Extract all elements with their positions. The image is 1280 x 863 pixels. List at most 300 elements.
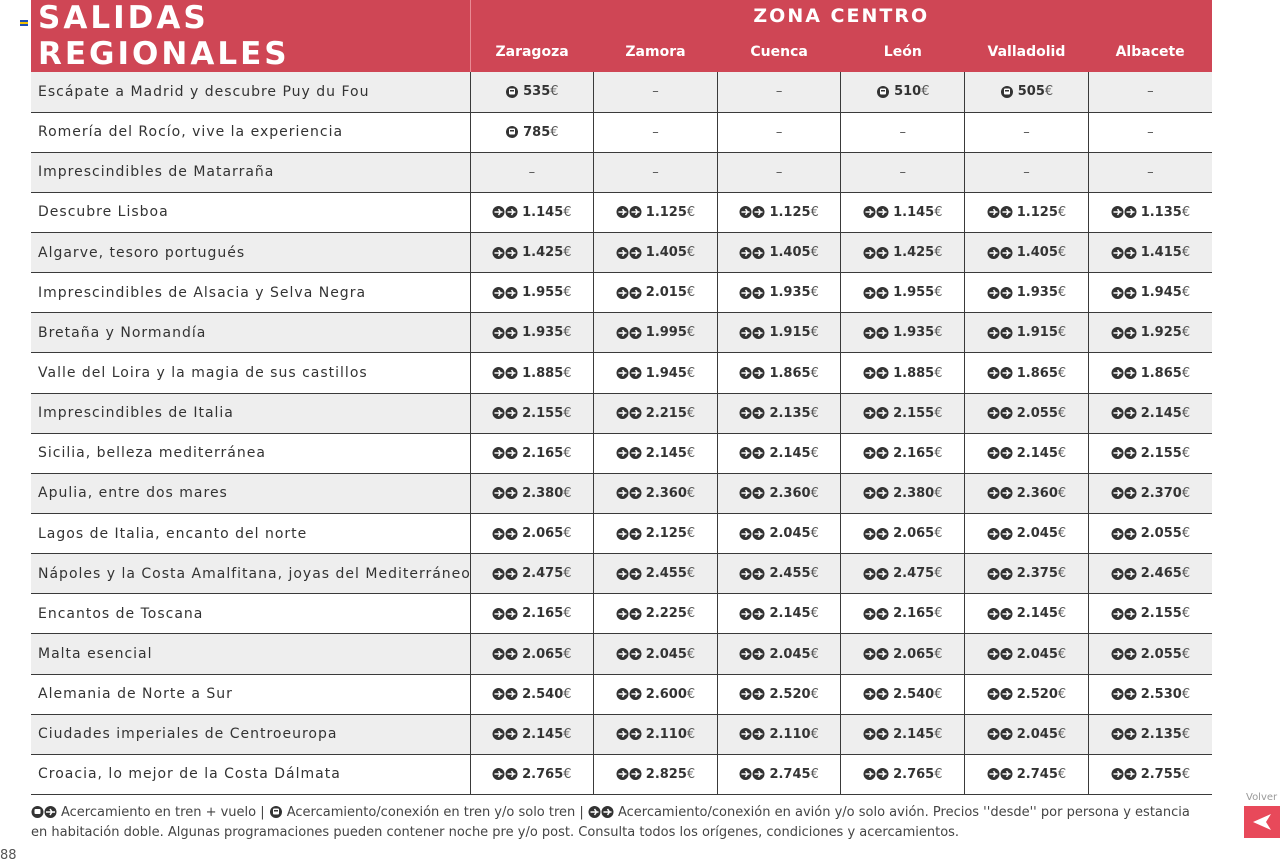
price-cell xyxy=(717,233,841,273)
plane-icon xyxy=(616,366,642,380)
plane-icon xyxy=(616,246,642,260)
train-plane-icon xyxy=(31,805,57,824)
currency-symbol: € xyxy=(563,766,572,782)
price-cell xyxy=(965,112,1089,152)
plane-icon xyxy=(616,446,642,460)
price-cell xyxy=(1088,594,1212,634)
volver-button[interactable] xyxy=(1244,806,1280,838)
price-cell xyxy=(594,112,718,152)
price-cell xyxy=(594,433,718,473)
price-cell xyxy=(965,634,1089,674)
plane-icon xyxy=(863,567,889,581)
plane-icon xyxy=(863,486,889,500)
plane-icon xyxy=(492,687,518,701)
plane-icon xyxy=(492,527,518,541)
plane-icon xyxy=(1111,647,1137,661)
volver-label: Volver xyxy=(1246,792,1278,803)
price-cell xyxy=(841,152,965,192)
price-value: 1.935 xyxy=(769,285,811,301)
currency-symbol: € xyxy=(1181,445,1191,461)
price-value: 1.865 xyxy=(769,365,811,381)
price-value: 2.045 xyxy=(645,646,687,662)
currency-symbol: € xyxy=(563,566,572,582)
price-value: 2.055 xyxy=(1140,526,1182,542)
price-cell xyxy=(1088,192,1212,232)
price-value: 2.165 xyxy=(893,445,935,461)
currency-symbol: € xyxy=(563,445,572,461)
plane-icon xyxy=(492,446,518,460)
price-cell xyxy=(1088,273,1212,313)
currency-symbol: € xyxy=(686,566,696,582)
trip-name: Encantos de Toscana xyxy=(31,594,470,634)
price-value: 1.405 xyxy=(645,245,687,261)
price-value: 2.065 xyxy=(893,646,935,662)
price-cell xyxy=(717,754,841,794)
price-cell xyxy=(717,152,841,192)
price-value: 1.935 xyxy=(893,325,935,341)
price-cell xyxy=(717,433,841,473)
plane-icon xyxy=(616,205,642,219)
price-value: 2.745 xyxy=(769,766,811,782)
plane-icon xyxy=(987,687,1013,701)
price-cell xyxy=(470,754,594,794)
price-cell xyxy=(470,112,594,152)
price-cell xyxy=(841,313,965,353)
plane-icon xyxy=(1111,286,1137,300)
currency-symbol: € xyxy=(563,686,572,702)
price-table xyxy=(31,0,1212,795)
no-price-dash: – xyxy=(528,164,536,180)
plane-icon xyxy=(1111,366,1137,380)
table-row xyxy=(31,433,1212,473)
price-cell xyxy=(1088,473,1212,513)
price-cell xyxy=(594,72,718,112)
price-value: 535 xyxy=(523,84,551,100)
price-cell xyxy=(1088,554,1212,594)
price-value: 2.380 xyxy=(893,485,935,501)
currency-symbol: € xyxy=(1181,566,1191,582)
price-cell xyxy=(1088,313,1212,353)
price-cell xyxy=(841,634,965,674)
price-value: 2.600 xyxy=(645,686,687,702)
plane-icon xyxy=(492,607,518,621)
price-cell xyxy=(965,554,1089,594)
currency-symbol: € xyxy=(1181,365,1191,381)
plane-icon xyxy=(739,205,765,219)
table-row xyxy=(31,594,1212,634)
train-icon xyxy=(505,85,519,99)
price-value: 2.045 xyxy=(1016,646,1058,662)
currency-symbol: € xyxy=(563,365,572,381)
currency-symbol: € xyxy=(934,566,943,582)
no-price-dash: – xyxy=(775,164,783,180)
plane-icon xyxy=(1111,246,1137,260)
price-value: 1.885 xyxy=(893,365,935,381)
plane-icon xyxy=(863,286,889,300)
train-icon xyxy=(1000,85,1014,99)
price-value: 1.945 xyxy=(1140,285,1182,301)
currency-symbol: € xyxy=(1057,606,1067,622)
currency-symbol: € xyxy=(563,485,572,501)
price-cell xyxy=(470,152,594,192)
currency-symbol: € xyxy=(1057,285,1067,301)
price-cell xyxy=(965,754,1089,794)
currency-symbol: € xyxy=(934,726,943,742)
plane-icon xyxy=(1111,727,1137,741)
price-value: 2.135 xyxy=(1140,726,1182,742)
price-value: 2.465 xyxy=(1140,566,1182,582)
price-value: 1.915 xyxy=(769,325,811,341)
plane-icon xyxy=(863,727,889,741)
currency-symbol: € xyxy=(810,726,819,742)
currency-symbol: € xyxy=(1057,445,1067,461)
price-value: 2.765 xyxy=(893,766,935,782)
table-row xyxy=(31,353,1212,393)
plane-icon xyxy=(863,446,889,460)
plane-icon xyxy=(1111,406,1137,420)
plane-icon xyxy=(1111,326,1137,340)
price-cell xyxy=(594,674,718,714)
no-price-dash: – xyxy=(899,164,907,180)
currency-symbol: € xyxy=(1044,84,1054,100)
city-header: Cuenca xyxy=(717,33,841,72)
currency-symbol: € xyxy=(921,84,930,100)
price-value: 1.865 xyxy=(1016,365,1058,381)
currency-symbol: € xyxy=(810,646,819,662)
price-cell xyxy=(841,112,965,152)
price-value: 2.145 xyxy=(645,445,687,461)
plane-icon xyxy=(739,767,765,781)
table-row xyxy=(31,112,1212,152)
city-header: Zamora xyxy=(594,33,718,72)
price-cell xyxy=(717,112,841,152)
plane-icon xyxy=(987,647,1013,661)
currency-symbol: € xyxy=(810,526,819,542)
price-value: 2.145 xyxy=(893,726,935,742)
price-cell xyxy=(717,594,841,634)
table-row xyxy=(31,192,1212,232)
table-row xyxy=(31,313,1212,353)
currency-symbol: € xyxy=(934,285,943,301)
price-cell xyxy=(841,594,965,634)
currency-symbol: € xyxy=(686,285,696,301)
plane-icon xyxy=(492,486,518,500)
train-icon xyxy=(269,805,283,824)
plane-icon xyxy=(987,567,1013,581)
price-value: 1.995 xyxy=(645,325,687,341)
currency-symbol: € xyxy=(934,766,943,782)
price-value: 2.145 xyxy=(1140,405,1182,421)
price-cell xyxy=(965,514,1089,554)
price-cell xyxy=(470,514,594,554)
price-cell xyxy=(1088,714,1212,754)
plane-icon xyxy=(739,527,765,541)
price-cell xyxy=(1088,754,1212,794)
currency-symbol: € xyxy=(1181,245,1191,261)
price-value: 2.065 xyxy=(893,526,935,542)
currency-symbol: € xyxy=(934,445,943,461)
plane-icon xyxy=(616,647,642,661)
price-value: 2.475 xyxy=(893,566,935,582)
price-cell xyxy=(594,273,718,313)
no-price-dash: – xyxy=(1023,124,1030,140)
price-value: 1.955 xyxy=(522,285,564,301)
trip-name: Croacia, lo mejor de la Costa Dálmata xyxy=(31,754,470,794)
plane-icon xyxy=(616,286,642,300)
price-cell xyxy=(1088,112,1212,152)
price-cell xyxy=(1088,353,1212,393)
plane-icon xyxy=(588,805,614,824)
price-cell xyxy=(841,514,965,554)
table-row xyxy=(31,554,1212,594)
currency-symbol: € xyxy=(934,606,943,622)
plane-icon xyxy=(987,205,1013,219)
price-cell xyxy=(594,514,718,554)
price-cell xyxy=(594,634,718,674)
price-value: 1.885 xyxy=(522,365,564,381)
price-cell xyxy=(1088,233,1212,273)
currency-symbol: € xyxy=(686,646,696,662)
no-price-dash: – xyxy=(652,84,659,100)
price-cell xyxy=(841,393,965,433)
trip-name: Nápoles y la Costa Amalfitana, joyas del Mediterráneo xyxy=(31,554,470,594)
currency-symbol: € xyxy=(550,124,559,140)
currency-symbol: € xyxy=(810,445,819,461)
price-cell xyxy=(841,72,965,112)
plane-icon xyxy=(1111,567,1137,581)
price-cell xyxy=(470,72,594,112)
price-cell xyxy=(841,353,965,393)
price-value: 2.360 xyxy=(645,485,687,501)
price-value: 2.825 xyxy=(645,766,687,782)
price-value: 1.935 xyxy=(522,325,564,341)
price-cell xyxy=(717,273,841,313)
plane-icon xyxy=(739,406,765,420)
plane-icon xyxy=(739,567,765,581)
plane-icon xyxy=(739,647,765,661)
currency-symbol: € xyxy=(686,766,696,782)
currency-symbol: € xyxy=(1181,606,1191,622)
zone-header: ZONA CENTRO xyxy=(470,0,1212,33)
plane-icon xyxy=(492,286,518,300)
price-value: 1.125 xyxy=(645,204,687,220)
currency-symbol: € xyxy=(686,245,696,261)
plane-icon xyxy=(492,567,518,581)
price-cell xyxy=(470,473,594,513)
trip-name: Lagos de Italia, encanto del norte xyxy=(31,514,470,554)
price-value: 2.065 xyxy=(522,646,564,662)
plane-icon xyxy=(739,326,765,340)
price-cell xyxy=(841,674,965,714)
price-cell xyxy=(1088,433,1212,473)
plane-icon xyxy=(863,607,889,621)
price-value: 1.945 xyxy=(645,365,687,381)
price-value: 2.155 xyxy=(522,405,564,421)
price-cell xyxy=(965,594,1089,634)
currency-symbol: € xyxy=(934,204,943,220)
price-value: 2.475 xyxy=(522,566,564,582)
plane-icon xyxy=(616,687,642,701)
currency-symbol: € xyxy=(563,526,572,542)
plane-icon xyxy=(739,607,765,621)
table-row xyxy=(31,273,1212,313)
currency-symbol: € xyxy=(934,485,943,501)
currency-symbol: € xyxy=(1181,726,1191,742)
price-value: 2.520 xyxy=(1016,686,1058,702)
price-value: 2.540 xyxy=(522,686,564,702)
currency-symbol: € xyxy=(934,365,943,381)
price-cell xyxy=(470,233,594,273)
price-value: 1.865 xyxy=(1140,365,1182,381)
arrow-left-icon xyxy=(1252,813,1272,831)
currency-symbol: € xyxy=(1181,204,1191,220)
plane-icon xyxy=(987,326,1013,340)
price-cell xyxy=(470,192,594,232)
price-value: 1.915 xyxy=(1016,325,1058,341)
price-cell xyxy=(717,473,841,513)
price-value: 2.165 xyxy=(522,606,564,622)
price-cell xyxy=(594,313,718,353)
city-header: Albacete xyxy=(1088,33,1212,72)
currency-symbol: € xyxy=(810,766,819,782)
price-value: 1.145 xyxy=(893,204,935,220)
price-cell xyxy=(717,714,841,754)
currency-symbol: € xyxy=(1181,646,1191,662)
price-cell xyxy=(594,754,718,794)
page-title: SALIDAS REGIONALES xyxy=(31,0,470,72)
currency-symbol: € xyxy=(1181,485,1191,501)
price-value: 1.425 xyxy=(893,245,935,261)
trip-name: Descubre Lisboa xyxy=(31,192,470,232)
currency-symbol: € xyxy=(810,566,819,582)
trip-name: Apulia, entre dos mares xyxy=(31,473,470,513)
no-price-dash: – xyxy=(652,124,659,140)
price-cell xyxy=(470,674,594,714)
plane-icon xyxy=(492,727,518,741)
plane-icon xyxy=(1111,527,1137,541)
plane-icon xyxy=(739,486,765,500)
price-cell xyxy=(841,473,965,513)
plane-icon xyxy=(987,767,1013,781)
plane-icon xyxy=(492,647,518,661)
currency-symbol: € xyxy=(1181,405,1191,421)
price-value: 785 xyxy=(523,124,551,140)
price-cell xyxy=(965,674,1089,714)
table-row xyxy=(31,473,1212,513)
price-value: 2.360 xyxy=(1016,485,1058,501)
price-cell xyxy=(717,514,841,554)
currency-symbol: € xyxy=(1181,686,1191,702)
currency-symbol: € xyxy=(563,726,572,742)
price-cell xyxy=(717,634,841,674)
price-value: 1.955 xyxy=(893,285,935,301)
price-value: 2.215 xyxy=(645,405,687,421)
page-number: 88 xyxy=(0,848,17,863)
price-value: 2.540 xyxy=(893,686,935,702)
no-price-dash: – xyxy=(652,164,659,180)
currency-symbol: € xyxy=(686,365,696,381)
plane-icon xyxy=(987,727,1013,741)
price-cell xyxy=(470,433,594,473)
plane-icon xyxy=(863,647,889,661)
currency-symbol: € xyxy=(1057,646,1067,662)
price-cell xyxy=(1088,514,1212,554)
plane-icon xyxy=(739,687,765,701)
plane-icon xyxy=(492,767,518,781)
trip-name: Imprescindibles de Italia xyxy=(31,393,470,433)
price-value: 2.165 xyxy=(522,445,564,461)
flag-icon xyxy=(20,20,28,26)
price-value: 2.145 xyxy=(1016,445,1058,461)
price-cell xyxy=(1088,634,1212,674)
plane-icon xyxy=(616,326,642,340)
price-cell xyxy=(717,313,841,353)
trip-name: Ciudades imperiales de Centroeuropa xyxy=(31,714,470,754)
currency-symbol: € xyxy=(934,325,943,341)
currency-symbol: € xyxy=(563,606,572,622)
no-price-dash: – xyxy=(899,124,907,140)
currency-symbol: € xyxy=(934,526,943,542)
price-value: 1.405 xyxy=(769,245,811,261)
price-cell xyxy=(841,754,965,794)
price-cell xyxy=(965,233,1089,273)
currency-symbol: € xyxy=(1057,766,1067,782)
price-cell xyxy=(470,554,594,594)
price-cell xyxy=(1088,72,1212,112)
plane-icon xyxy=(987,607,1013,621)
price-cell xyxy=(965,393,1089,433)
currency-symbol: € xyxy=(934,405,943,421)
plane-icon xyxy=(739,727,765,741)
plane-icon xyxy=(739,446,765,460)
price-value: 2.455 xyxy=(645,566,687,582)
price-cell xyxy=(1088,674,1212,714)
plane-icon xyxy=(739,246,765,260)
plane-icon xyxy=(739,366,765,380)
currency-symbol: € xyxy=(1057,686,1067,702)
price-value: 505 xyxy=(1017,84,1045,100)
trip-name: Bretaña y Normandía xyxy=(31,313,470,353)
plane-icon xyxy=(1111,607,1137,621)
price-value: 510 xyxy=(894,84,922,100)
plane-icon xyxy=(987,446,1013,460)
plane-icon xyxy=(492,326,518,340)
plane-icon xyxy=(1111,687,1137,701)
price-cell xyxy=(470,273,594,313)
city-header: Zaragoza xyxy=(470,33,594,72)
price-value: 2.375 xyxy=(1016,566,1058,582)
price-cell xyxy=(965,72,1089,112)
currency-symbol: € xyxy=(686,526,696,542)
trip-name: Escápate a Madrid y descubre Puy du Fou xyxy=(31,72,470,112)
plane-icon xyxy=(616,486,642,500)
price-value: 2.045 xyxy=(769,526,811,542)
price-cell xyxy=(594,554,718,594)
currency-symbol: € xyxy=(1057,726,1067,742)
table-row xyxy=(31,634,1212,674)
price-cell xyxy=(965,433,1089,473)
currency-symbol: € xyxy=(810,365,819,381)
plane-icon xyxy=(492,205,518,219)
price-value: 2.045 xyxy=(1016,526,1058,542)
price-value: 2.015 xyxy=(645,285,687,301)
train-icon xyxy=(876,85,890,99)
price-cell xyxy=(841,554,965,594)
currency-symbol: € xyxy=(1181,285,1191,301)
price-cell xyxy=(841,192,965,232)
currency-symbol: € xyxy=(686,204,696,220)
price-value: 2.455 xyxy=(769,566,811,582)
